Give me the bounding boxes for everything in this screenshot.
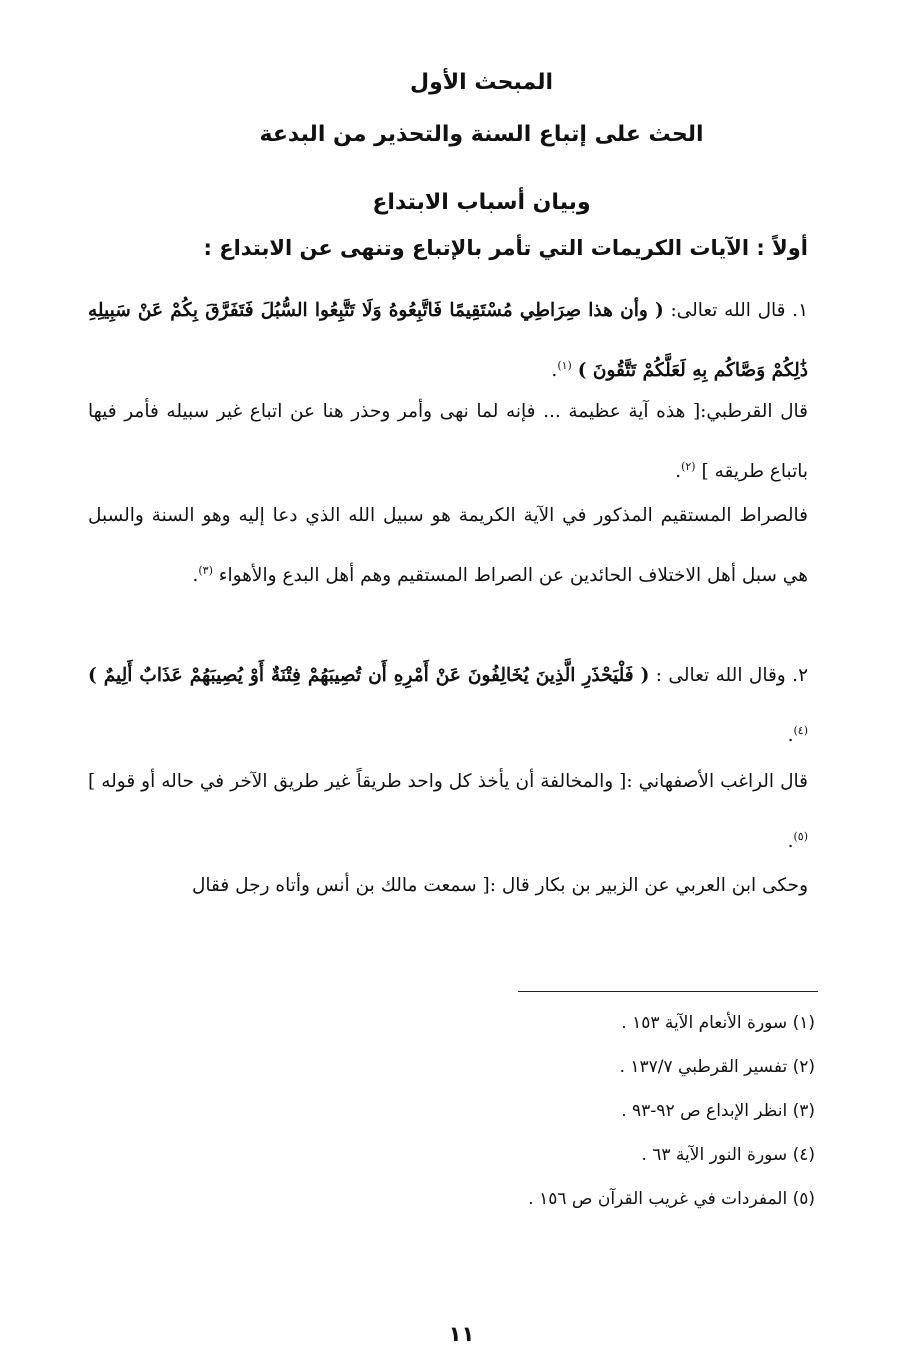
footnotes-list (295, 1008, 815, 1228)
footnote-ref[interactable]: (٢) (681, 460, 696, 473)
paragraph-verse-2: ٢. وقال الله تعالى : ( فَلْيَحْذَرِ الَّذِينَ يُخَالِفُونَ عَنْ أَمْرِهِ أَن تُصِيبَهُمْ فِتْنَةٌ أَوْ يُصِيبَهُمْ عَذَابٌ أَلِيمٌ ) $^{(٤)}$. (88, 665, 808, 747)
paragraph-text: فالصراط المستقيم المذكور في الآية الكريمة هو سبيل الله الذي دعا إليه وهو السنة والسبل هي سبل أهل الاختلاف الحائدين عن الصراط المستقيم وهم أهل البدع والأهواء (88, 505, 808, 587)
footnote-item: (٤) سورة النور الآية ٦٣ . (641, 1145, 815, 1165)
section-heading: أولاً : الآيات الكريمات التي تأمر بالإتباع وتنهى عن الابتداع : (203, 236, 808, 260)
verse-intro: ٢. وقال الله تعالى : (655, 665, 808, 686)
chapter-subtitle-2: وبيان أسباب الابتداع (372, 190, 591, 215)
footnote-divider (518, 991, 818, 992)
footnote-item: (٥) المفردات في غريب القرآن ص ١٥٦ . (528, 1189, 815, 1209)
paragraph-explanation: فالصراط المستقيم المذكور في الآية الكريمة هو سبيل الله الذي دعا إليه وهو السنة والسبل هي سبل أهل الاختلاف الحائدين عن الصراط المستقيم وهم أهل البدع والأهواء $^{(٣)}$. (88, 505, 808, 587)
chapter-subtitle-1: الحث على إتباع السنة والتحذير من البدعة (259, 122, 704, 147)
footnote-item: (١) سورة الأنعام الآية ١٥٣ . (621, 1013, 815, 1033)
page-number: ١١ (448, 1322, 475, 1346)
quran-quote: ( وأن هذا صِرَاطِي مُسْتَقِيمًا فَاتَّبِعُوهُ وَلَا تَتَّبِعُوا السُّبُلَ فَتَفَرَّقَ بِكُمْ عَنْ سَبِيلِهِ ذَٰلِكُمْ وَصَّاكُم بِهِ لَعَلَّكُمْ تَتَّقُونَ ) (88, 300, 808, 382)
paragraph-ibn-arabi (88, 858, 808, 913)
quran-quote: ( فَلْيَحْذَرِ الَّذِينَ يُخَالِفُونَ عَنْ أَمْرِهِ أَن تُصِيبَهُمْ فِتْنَةٌ أَوْ يُصِيبَهُمْ عَذَابٌ أَلِيمٌ ) (88, 665, 650, 686)
paragraph-text: وحكى ابن العربي عن الزبير بن بكار قال :[ سمعت مالك بن أنس وأتاه رجل فقال (191, 875, 808, 896)
paragraph-text: قال الراغب الأصفهاني :[ والمخالفة أن يأخذ كل واحد طريقاً غير طريق الآخر في حاله أو قوله ] (88, 771, 808, 792)
paragraph-text: قال القرطبي:[ هذه آية عظيمة ... فإنه لما نهى وأمر وحذر هنا عن اتباع غير سبيله فأمر فيها باتباع طريقه ] (88, 401, 808, 483)
footnote-item: (٢) تفسير القرطبي ١٣٧/٧ . (619, 1057, 815, 1077)
verse-intro: ١. قال الله تعالى: (670, 300, 808, 321)
footnote-ref[interactable]: (٤) (793, 724, 808, 737)
footnote-ref[interactable]: (١) (557, 359, 572, 372)
paragraph-raghib: قال الراغب الأصفهاني :[ والمخالفة أن يأخذ كل واحد طريقاً غير طريق الآخر في حاله أو قوله ] $^{(٥)}$. (88, 771, 808, 853)
chapter-title: المبحث الأول (409, 70, 554, 95)
paragraph-qurtubi: قال القرطبي:[ هذه آية عظيمة ... فإنه لما نهى وأمر وحذر هنا عن اتباع غير سبيله فأمر فيها باتباع طريقه ] $^{(٢)}$. (88, 401, 808, 483)
footnote-ref[interactable]: (٥) (793, 830, 808, 843)
footnote-item: (٣) انظر الإبداع ص ٩٢-٩٣ . (621, 1101, 815, 1121)
footnote-ref[interactable]: (٣) (198, 564, 213, 577)
paragraph-verse-1: ١. قال الله تعالى: ( وأن هذا صِرَاطِي مُسْتَقِيمًا فَاتَّبِعُوهُ وَلَا تَتَّبِعُوا السُّبُلَ فَتَفَرَّقَ بِكُمْ عَنْ سَبِيلِهِ ذَٰلِكُمْ وَصَّاكُم بِهِ لَعَلَّكُمْ تَتَّقُونَ ) $^{(١)}$. (88, 300, 808, 382)
